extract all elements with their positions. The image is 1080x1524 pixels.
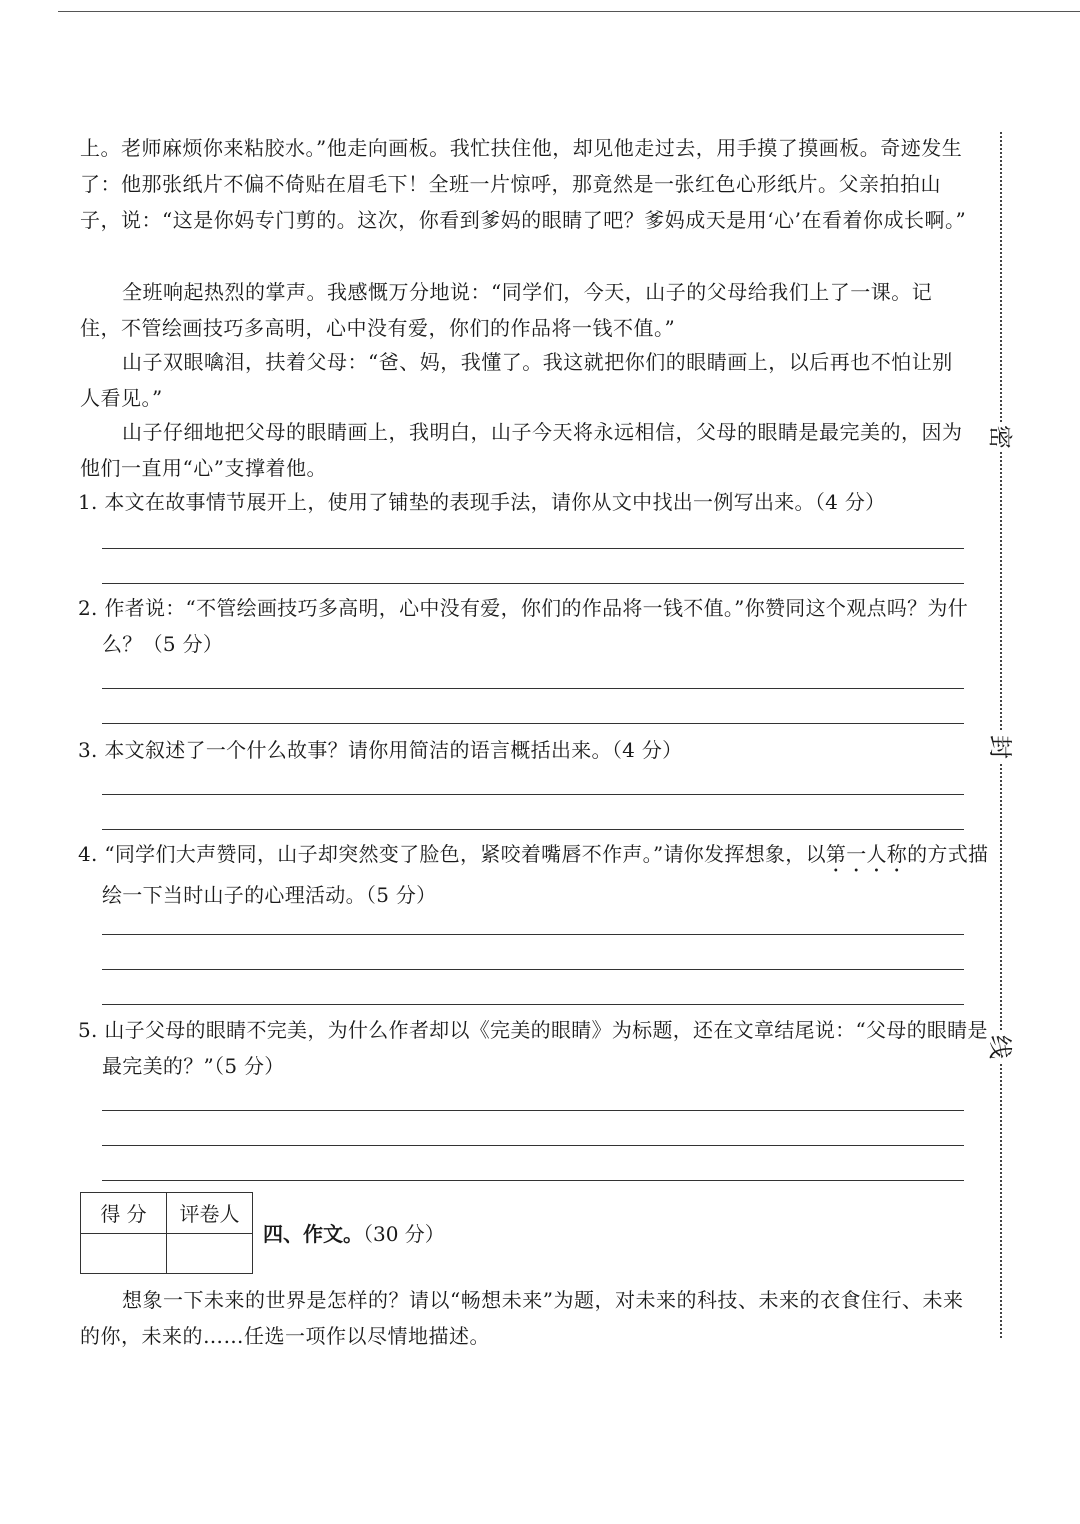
score-cell[interactable] bbox=[81, 1233, 167, 1274]
section-4-title: 四、作文。 bbox=[263, 1222, 363, 1246]
question-4-text-a: 4. “同学们大声赞同，山子却突然变了脸色，紧咬着嘴唇不作声。”请你发挥想象，以 bbox=[78, 842, 826, 866]
answer-line[interactable] bbox=[102, 794, 964, 795]
answer-line[interactable] bbox=[102, 688, 964, 689]
answer-line[interactable] bbox=[102, 1004, 964, 1005]
passage-paragraph-1: 上。老师麻烦你来粘胶水。”他走向画板。我忙扶住他，却见他走过去，用手摸了摸画板。奇迹发生了：他那张纸片不偏不倚贴在眉毛下！全班一片惊呼，那竟然是一张红色心形纸片。父亲拍拍山子，说：“这是你妈专门剪的。这次，你看到爹妈的眼睛了吧？爹妈成天是用‘心’在看着你成长啊。” bbox=[80, 136, 967, 232]
question-4 bbox=[78, 836, 992, 913]
section-4-heading bbox=[263, 1216, 445, 1252]
answer-line[interactable] bbox=[102, 1110, 964, 1111]
question-2: 2. 作者说：“不管绘画技巧多高明，心中没有爱，你们的作品将一钱不值。”你赞同这个观点吗？为什么？（5 分） bbox=[78, 596, 968, 656]
question-5: 5. 山子父母的眼睛不完美，为什么作者却以《完美的眼睛》为标题，还在文章结尾说：“父母的眼睛是最完美的？”（5 分） bbox=[78, 1018, 988, 1078]
answer-line[interactable] bbox=[102, 1145, 964, 1146]
binding-char-feng: 封 bbox=[983, 732, 1017, 762]
answer-line[interactable] bbox=[102, 583, 964, 584]
binding-char-mi: 密 bbox=[983, 422, 1017, 452]
section-4-points: （30 分） bbox=[363, 1222, 445, 1246]
answer-line[interactable] bbox=[102, 829, 964, 830]
grader-header: 评卷人 bbox=[167, 1193, 253, 1234]
top-rule bbox=[58, 11, 1080, 12]
question-3: 3. 本文叙述了一个什么故事？请你用简洁的语言概括出来。（4 分） bbox=[78, 738, 683, 762]
question-4-text-b: 的方式描绘一下当时山子的心理活动。（5 分） bbox=[102, 842, 989, 907]
passage-paragraph-3: 山子双眼噙泪，扶着父母：“爸、妈，我懂了。我这就把你们的眼睛画上，以后再也不怕让别人看见。” bbox=[80, 350, 953, 410]
answer-line[interactable] bbox=[102, 934, 964, 935]
question-1: 1. 本文在故事情节展开上，使用了铺垫的表现手法，请你从文中找出一例写出来。（4 分） bbox=[78, 490, 886, 514]
grader-cell[interactable] bbox=[167, 1233, 253, 1274]
binding-char-xian: 线 bbox=[983, 1032, 1017, 1062]
composition-prompt: 想象一下未来的世界是怎样的？请以“畅想未来”为题，对未来的科技、未来的衣食住行、未来的你，未来的……任选一项作以尽情地描述。 bbox=[80, 1288, 964, 1348]
passage-paragraph-4: 山子仔细地把父母的眼睛画上，我明白，山子今天将永远相信，父母的眼睛是最完美的，因为他们一直用“心”支撑着他。 bbox=[80, 420, 963, 480]
answer-line[interactable] bbox=[102, 1180, 964, 1181]
passage-paragraph-2: 全班响起热烈的掌声。我感慨万分地说：“同学们，今天，山子的父母给我们上了一课。记住，不管绘画技巧多高明，心中没有爱，你们的作品将一钱不值。” bbox=[80, 280, 933, 340]
question-4-emphasis: 第一人称 bbox=[825, 842, 908, 866]
answer-line[interactable] bbox=[102, 548, 964, 549]
score-header: 得 分 bbox=[81, 1193, 167, 1234]
answer-line[interactable] bbox=[102, 969, 964, 970]
answer-line[interactable] bbox=[102, 723, 964, 724]
score-table bbox=[80, 1192, 253, 1274]
